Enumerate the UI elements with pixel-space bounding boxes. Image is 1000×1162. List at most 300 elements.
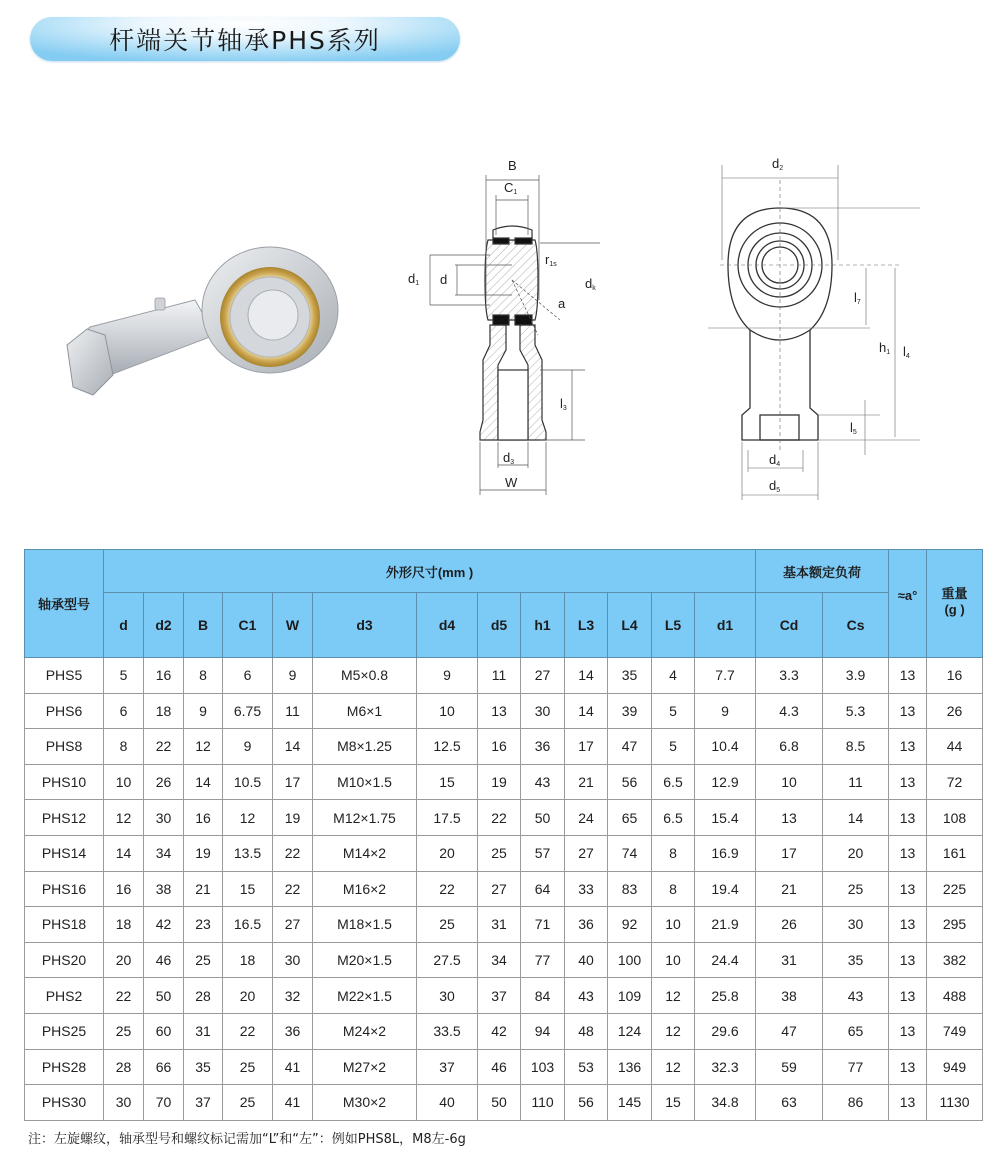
table-row [25,1013,983,1049]
table-row [25,729,983,765]
table-cell: 83 [608,871,652,907]
table-cell: 60 [144,1013,184,1049]
table-cell: 94 [521,1013,565,1049]
svg-text:W [505,475,518,490]
label-B: B [508,158,517,173]
table-row [25,907,983,943]
table-cell: 14 [823,800,889,836]
model-cell: PHS5 [25,658,104,694]
table-cell: 382 [927,942,983,978]
table-cell: 5 [652,729,695,765]
table-cell: 14 [104,835,144,871]
table-cell: 18 [223,942,273,978]
column-header-b: B [184,593,223,658]
table-cell: 16.5 [223,907,273,943]
table-cell: 84 [521,978,565,1014]
table-cell: M5×0.8 [313,658,417,694]
svg-text:l4: l4 [903,344,910,360]
table-cell: 6 [223,658,273,694]
table-row [25,800,983,836]
table-cell: 16.9 [695,835,756,871]
model-cell: PHS28 [25,1049,104,1085]
table-cell: 15 [417,764,478,800]
table-cell: 36 [273,1013,313,1049]
table-cell: 65 [608,800,652,836]
table-cell: 41 [273,1085,313,1121]
column-header-c1: C1 [223,593,273,658]
table-cell: 15 [652,1085,695,1121]
svg-text:d4: d4 [769,452,781,468]
table-cell: M12×1.75 [313,800,417,836]
table-cell: 27 [478,871,521,907]
header-weight [927,550,983,658]
table-cell: 22 [273,835,313,871]
table-cell: 10 [417,693,478,729]
label-d2: d [772,156,780,171]
table-row [25,942,983,978]
table-cell: 13 [889,1085,927,1121]
table-cell: 16 [104,871,144,907]
table-cell: M14×2 [313,835,417,871]
table-cell: 59 [756,1049,823,1085]
table-cell: 18 [144,693,184,729]
table-cell: 25 [223,1085,273,1121]
table-cell: 28 [184,978,223,1014]
table-cell: 14 [184,764,223,800]
table-cell: 10.4 [695,729,756,765]
footnote: 注：左旋螺纹，轴承型号和螺纹标记需加“L”和“左”：例如PHS8L，M8左-6g [28,1132,466,1147]
table-cell: 34 [478,942,521,978]
header-angle: ≈a° [889,550,927,658]
table-cell: 749 [927,1013,983,1049]
column-header-l5: L5 [652,593,695,658]
table-cell: 22 [273,871,313,907]
table-cell: 30 [144,800,184,836]
table-cell: 13 [889,1013,927,1049]
table-cell: 92 [608,907,652,943]
table-cell: 56 [608,764,652,800]
svg-text:h1: h1 [879,340,891,356]
table-cell: 12.5 [417,729,478,765]
table-cell: 13 [889,800,927,836]
table-cell: 47 [608,729,652,765]
table-cell: 4 [652,658,695,694]
table-cell: 161 [927,835,983,871]
table-cell: 14 [273,729,313,765]
table-cell: 30 [417,978,478,1014]
table-cell: 24.4 [695,942,756,978]
table-cell: 20 [417,835,478,871]
table-cell: 50 [521,800,565,836]
table-cell: 10.5 [223,764,273,800]
svg-text:d1: d1 [408,271,420,287]
table-cell: 39 [608,693,652,729]
table-cell: 11 [273,693,313,729]
table-cell: 25 [478,835,521,871]
label-l4: l [903,344,906,359]
table-cell: 29.6 [695,1013,756,1049]
column-header-l3: L3 [565,593,608,658]
table-cell: 7.7 [695,658,756,694]
table-cell: 12 [223,800,273,836]
table-cell: M10×1.5 [313,764,417,800]
svg-text:B [508,158,517,173]
table-cell: 20 [223,978,273,1014]
table-cell: 17.5 [417,800,478,836]
table-cell: 56 [565,1085,608,1121]
table-cell: 13 [756,800,823,836]
table-cell: 12.9 [695,764,756,800]
table-cell: 34 [144,835,184,871]
table-cell: 19 [273,800,313,836]
table-cell: 40 [565,942,608,978]
table-row [25,978,983,1014]
table-cell: 13 [889,729,927,765]
table-cell: 42 [478,1013,521,1049]
table-cell: 13.5 [223,835,273,871]
label-d1: d [408,271,416,286]
table-cell: 6.75 [223,693,273,729]
table-cell: 3.9 [823,658,889,694]
model-cell: PHS2 [25,978,104,1014]
table-cell: 63 [756,1085,823,1121]
column-header-d2: d2 [144,593,184,658]
table-cell: 13 [889,1049,927,1085]
table-cell: 124 [608,1013,652,1049]
table-cell: M22×1.5 [313,978,417,1014]
table-cell: 30 [521,693,565,729]
table-cell: 9 [273,658,313,694]
svg-text:d3: d3 [503,450,515,466]
svg-text:d2: d2 [772,156,784,172]
label-l5: l [850,420,853,435]
table-cell: 5 [652,693,695,729]
table-cell: 43 [521,764,565,800]
table-cell: 37 [417,1049,478,1085]
table-cell: 42 [144,907,184,943]
table-cell: 109 [608,978,652,1014]
table-cell: 31 [478,907,521,943]
table-cell: 22 [144,729,184,765]
table-cell: 8 [184,658,223,694]
table-cell: 13 [889,978,927,1014]
model-cell: PHS14 [25,835,104,871]
table-cell: 10 [104,764,144,800]
header-dimensions-group: 外形尺寸(mm ) [104,550,756,593]
label-W: W [505,475,518,490]
table-cell: 25 [823,871,889,907]
table-cell: 295 [927,907,983,943]
table-cell: 8 [104,729,144,765]
table-cell: 53 [565,1049,608,1085]
table-cell: 26 [144,764,184,800]
table-cell: 13 [478,693,521,729]
table-cell: 3.3 [756,658,823,694]
table-cell: 100 [608,942,652,978]
table-cell: 108 [927,800,983,836]
table-cell: 21 [756,871,823,907]
column-header-l4: L4 [608,593,652,658]
table-cell: 9 [184,693,223,729]
header-model: 轴承型号 [25,550,104,658]
table-cell: 5 [104,658,144,694]
table-cell: 37 [184,1085,223,1121]
table-cell: 57 [521,835,565,871]
table-cell: 11 [823,764,889,800]
model-cell: PHS20 [25,942,104,978]
table-cell: 36 [521,729,565,765]
table-cell: 30 [823,907,889,943]
table-cell: 30 [104,1085,144,1121]
table-row [25,764,983,800]
table-cell: 17 [565,729,608,765]
table-cell: 6.5 [652,800,695,836]
header-weight-label: 重量 [941,586,968,601]
table-cell: 26 [756,907,823,943]
header-weight-unit: (g ) [944,602,965,617]
svg-text:l7: l7 [854,290,861,306]
table-cell: 6.5 [652,764,695,800]
table-cell: 77 [521,942,565,978]
table-cell: 9 [695,693,756,729]
label-a: a [558,296,566,311]
table-cell: 136 [608,1049,652,1085]
table-cell: 31 [756,942,823,978]
table-cell: 12 [652,1013,695,1049]
svg-text:dk: dk [585,276,596,292]
table-cell: 48 [565,1013,608,1049]
table-cell: 33.5 [417,1013,478,1049]
table-row [25,693,983,729]
table-cell: M30×2 [313,1085,417,1121]
model-cell: PHS30 [25,1085,104,1121]
svg-text:C1: C1 [504,180,518,196]
rod-end-bearing-photo [55,205,345,430]
model-cell: PHS18 [25,907,104,943]
table-cell: 17 [273,764,313,800]
table-cell: 22 [478,800,521,836]
table-cell: 20 [104,942,144,978]
column-header-d5: d5 [478,593,521,658]
table-cell: 16 [184,800,223,836]
table-cell: 27 [273,907,313,943]
table-cell: 15.4 [695,800,756,836]
table-cell: 10 [756,764,823,800]
table-cell: 12 [184,729,223,765]
table-cell: 43 [823,978,889,1014]
column-header-cs: Cs [823,593,889,658]
table-cell: 13 [889,907,927,943]
table-cell: 15 [223,871,273,907]
svg-text:d [440,272,447,287]
table-cell: 145 [608,1085,652,1121]
table-cell: 41 [273,1049,313,1085]
label-h1: h [879,340,887,355]
table-cell: 8 [652,871,695,907]
table-cell: 13 [889,693,927,729]
table-cell: 70 [144,1085,184,1121]
table-cell: 16 [144,658,184,694]
table-cell: 38 [756,978,823,1014]
table-cell: 25 [104,1013,144,1049]
table-cell: 66 [144,1049,184,1085]
table-cell: 36 [565,907,608,943]
table-cell: 31 [184,1013,223,1049]
table-cell: 77 [823,1049,889,1085]
table-cell: 8.5 [823,729,889,765]
table-cell: 35 [184,1049,223,1085]
table-cell: 74 [608,835,652,871]
table-cell: 11 [478,658,521,694]
table-cell: 27 [521,658,565,694]
table-cell: 43 [565,978,608,1014]
table-cell: 13 [889,835,927,871]
table-cell: M18×1.5 [313,907,417,943]
label-r1s: r [545,252,550,267]
table-cell: 47 [756,1013,823,1049]
table-cell: M6×1 [313,693,417,729]
table-cell: 18 [104,907,144,943]
table-cell: 37 [478,978,521,1014]
table-cell: 22 [104,978,144,1014]
table-cell: 16 [478,729,521,765]
table-cell: 71 [521,907,565,943]
label-l7: l [854,290,857,305]
table-cell: 33 [565,871,608,907]
title-banner [30,17,460,61]
table-cell: 27 [565,835,608,871]
label-d: d [440,272,448,287]
table-cell: 110 [521,1085,565,1121]
table-cell: 34.8 [695,1085,756,1121]
table-cell: M16×2 [313,871,417,907]
svg-text:d5: d5 [769,478,781,494]
table-cell: 22 [223,1013,273,1049]
table-cell: 25 [417,907,478,943]
table-cell: 949 [927,1049,983,1085]
table-cell: 1130 [927,1085,983,1121]
page-title: 杆端关节轴承PHS系列 [109,26,381,55]
table-cell: 26 [927,693,983,729]
table-cell: 17 [756,835,823,871]
table-cell: 225 [927,871,983,907]
table-cell: 27.5 [417,942,478,978]
table-cell: 12 [652,978,695,1014]
table-cell: 25.8 [695,978,756,1014]
table-cell: 50 [144,978,184,1014]
table-cell: M27×2 [313,1049,417,1085]
label-C1: C [504,180,514,195]
model-cell: PHS10 [25,764,104,800]
svg-text:l5: l5 [850,420,857,436]
table-cell: 21.9 [695,907,756,943]
table-cell: 38 [144,871,184,907]
svg-text:r1s: r1s [545,252,557,268]
column-header-cd: Cd [756,593,823,658]
table-cell: 19 [184,835,223,871]
table-cell: 12 [104,800,144,836]
table-cell: 35 [608,658,652,694]
model-cell: PHS12 [25,800,104,836]
column-header-d4: d4 [417,593,478,658]
table-row [25,658,983,694]
table-cell: 22 [417,871,478,907]
table-row [25,1049,983,1085]
table-cell: M8×1.25 [313,729,417,765]
table-cell: 46 [478,1049,521,1085]
column-header-d1: d1 [695,593,756,658]
side-section-drawing [400,150,600,500]
model-cell: PHS25 [25,1013,104,1049]
table-cell: 50 [478,1085,521,1121]
table-row [25,1085,983,1121]
table-cell: 35 [823,942,889,978]
table-cell: 32 [273,978,313,1014]
table-cell: 12 [652,1049,695,1085]
column-header-h1: h1 [521,593,565,658]
column-header-w: W [273,593,313,658]
label-d5: d [769,478,777,493]
column-header-d3: d3 [313,593,417,658]
table-cell: 23 [184,907,223,943]
table-cell: 44 [927,729,983,765]
table-cell: 19 [478,764,521,800]
table-cell: 13 [889,764,927,800]
table-cell: 72 [927,764,983,800]
model-cell: PHS16 [25,871,104,907]
table-cell: 13 [889,658,927,694]
table-cell: 30 [273,942,313,978]
table-cell: 19.4 [695,871,756,907]
table-cell: M24×2 [313,1013,417,1049]
table-cell: 6.8 [756,729,823,765]
table-cell: 10 [652,942,695,978]
table-cell: 25 [184,942,223,978]
label-d3: d [503,450,511,465]
table-cell: 25 [223,1049,273,1085]
table-cell: 46 [144,942,184,978]
model-cell: PHS8 [25,729,104,765]
table-cell: 14 [565,693,608,729]
label-d4: d [769,452,777,467]
table-cell: 20 [823,835,889,871]
table-cell: 65 [823,1013,889,1049]
table-cell: 21 [565,764,608,800]
table-cell: 16 [927,658,983,694]
table-cell: 32.3 [695,1049,756,1085]
header-load-group: 基本额定负荷 [756,550,889,593]
table-cell: 13 [889,871,927,907]
table-cell: 9 [223,729,273,765]
table-cell: 21 [184,871,223,907]
table-cell: 5.3 [823,693,889,729]
table-cell: 4.3 [756,693,823,729]
model-cell: PHS6 [25,693,104,729]
table-cell: 8 [652,835,695,871]
table-cell: M20×1.5 [313,942,417,978]
table-row [25,871,983,907]
table-cell: 6 [104,693,144,729]
specification-table [24,549,983,1121]
front-view-drawing [690,150,950,500]
label-dk: d [585,276,593,291]
column-header-d: d [104,593,144,658]
table-cell: 9 [417,658,478,694]
table-cell: 28 [104,1049,144,1085]
table-cell: 64 [521,871,565,907]
table-cell: 10 [652,907,695,943]
table-cell: 488 [927,978,983,1014]
